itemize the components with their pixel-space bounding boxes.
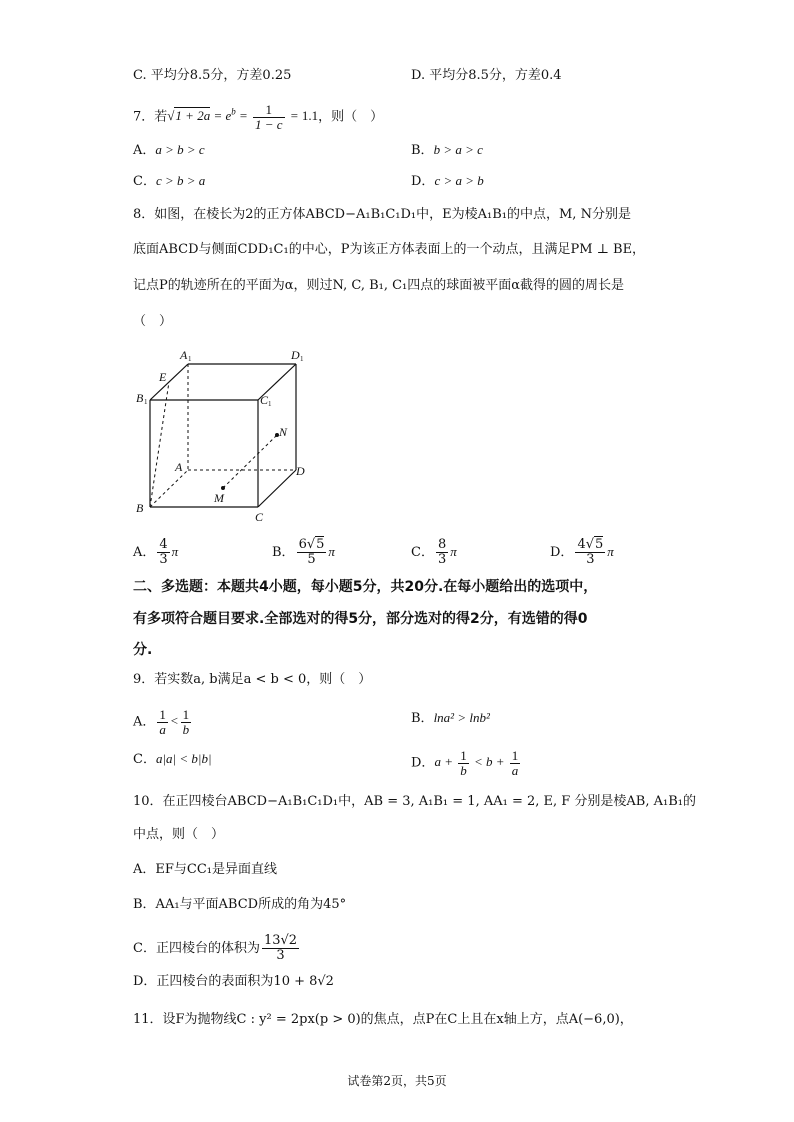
q8-option-b-num-rad: 5 xyxy=(316,537,325,552)
q8-option-b-label: B． xyxy=(272,545,295,560)
q9-option-b-text: lna² > lnb² xyxy=(433,710,490,725)
q9-stem: 9．若实数a, b满足a < b < 0，则（ ） xyxy=(133,672,372,687)
q8-option-d-label: D． xyxy=(550,545,574,560)
q6-option-d: D. 平均分8.5分，方差0.4 xyxy=(411,68,562,83)
q8-stem-line2: 底面ABCD与侧面CDD₁C₁的中心，P为该正方体表面上的一个动点，且满足PM ⊥ BE， xyxy=(133,242,646,257)
q7-option-d-label: D． xyxy=(411,174,435,189)
q7-option-a-label: A． xyxy=(133,143,156,158)
q7-option-b xyxy=(411,140,483,161)
q8-stem-line1: 8．如图，在棱长为2的正方体ABCD−A₁B₁C₁D₁中，E为棱A₁B₁的中点，M, N分别是 xyxy=(133,207,631,222)
section2-heading-line3: 分. xyxy=(133,642,153,658)
label-b1-sub: 1 xyxy=(144,398,148,406)
edge-ab-hidden xyxy=(150,470,188,507)
label-c1: C xyxy=(260,393,269,407)
q8-option-a-den: 3 xyxy=(159,552,168,567)
q9-option-a-formula: $\frac{1}{a}$ < $\frac{1}{b}$ xyxy=(159,707,190,737)
q9-option-c-text: a|a| < b|b| xyxy=(155,751,212,766)
label-d1-sub: 1 xyxy=(300,355,304,363)
q8-option-b-num: 6√5 xyxy=(298,537,325,552)
label-m: M xyxy=(214,491,224,505)
q8-option-a-label: A． xyxy=(133,545,156,560)
q9-option-c-label: C． xyxy=(133,752,156,767)
q8-option-c-frac xyxy=(436,538,448,567)
label-b1: B xyxy=(136,391,144,405)
q8-option-a-num: 4 xyxy=(159,537,168,552)
q8-option-d-den: 3 xyxy=(586,552,595,567)
q9-option-d xyxy=(411,749,522,778)
q8-option-d-num: 4√5 xyxy=(577,537,604,552)
q10-stem-line1: 10．在正四棱台ABCD−A₁B₁C₁D₁中，AB = 3, A₁B₁ = 1, AA₁ = 2, E, F 分别是棱AB, A₁B₁的 xyxy=(133,794,696,809)
segment-be-hidden xyxy=(150,382,169,507)
q8-option-c xyxy=(411,538,457,567)
q8-option-a xyxy=(133,538,178,567)
q7-option-a xyxy=(133,140,205,161)
q9-option-a xyxy=(133,708,193,737)
q10-option-c-den: 3 xyxy=(276,948,285,963)
q10-stem-line2: 中点，则（ ） xyxy=(133,827,225,842)
label-e: E xyxy=(159,370,167,384)
q10-option-c-frac xyxy=(262,934,299,963)
q8-option-c-num: 8 xyxy=(437,537,447,552)
q10-option-a: A．EF与CC₁是异面直线 xyxy=(133,862,278,877)
label-d1: D xyxy=(291,348,300,362)
label-b: B xyxy=(136,501,144,515)
q11-stem-line1: 11．设F为抛物线C : y² = 2px(p > 0)的焦点，点P在C上且在x轴上方，点A(−6,0)， xyxy=(133,1012,633,1027)
page-footer: 试卷第2页，共5页 xyxy=(347,1074,447,1088)
q7-formula: $√1 + 2a = e^b$ = $\frac{1}{1 - c}$ = 1.1 xyxy=(167,102,319,132)
point-m xyxy=(221,486,225,490)
label-d: D xyxy=(296,464,305,478)
q9-option-c xyxy=(133,749,212,770)
q8-option-d-num-coef: 4 xyxy=(577,537,586,552)
q9-option-b xyxy=(411,708,490,729)
q7-option-c xyxy=(133,171,205,192)
q7-option-b-label: B． xyxy=(411,143,434,158)
q10-option-b: B．AA₁与平面ABCD所成的角为45° xyxy=(133,897,347,912)
q7-stem xyxy=(133,103,383,132)
q7-stem-suffix: ，则（ ） xyxy=(318,109,384,125)
q8-option-b-frac xyxy=(297,538,327,567)
q8-option-c-pi: π xyxy=(450,544,457,559)
q7-option-d xyxy=(411,171,484,192)
q9-option-d-label: D． xyxy=(411,755,435,771)
section2-heading-line1: 二、多选题：本题共4小题，每小题5分，共20分.在每小题给出的选项中， xyxy=(133,579,598,595)
label-a1-sub: 1 xyxy=(188,355,192,363)
label-a1: A xyxy=(180,348,188,362)
q7-option-d-text: c > a > b xyxy=(434,173,484,188)
q10-option-c-prefix: C．正四棱台的体积为 xyxy=(133,941,260,956)
q8-option-d-frac xyxy=(575,538,605,567)
label-a: A xyxy=(175,460,183,474)
q8-option-a-frac xyxy=(157,538,169,567)
q10-option-c-num: 13√2 xyxy=(263,933,298,948)
q8-option-b-den: 5 xyxy=(307,552,316,567)
cube-figure xyxy=(128,340,328,525)
q8-option-d-pi: π xyxy=(607,544,614,559)
q8-option-d xyxy=(550,538,614,567)
label-n: N xyxy=(279,425,288,439)
q8-option-b xyxy=(272,538,335,567)
q8-stem-line3: 记点P的轨迹所在的平面为α，则过N, C, B₁, C₁四点的球面被平面α截得的圆的周长是 xyxy=(133,278,625,293)
q8-option-b-pi: π xyxy=(328,544,335,559)
q8-option-b-num-coef: 6 xyxy=(298,537,307,552)
q8-option-c-label: C． xyxy=(411,545,434,560)
q7-option-c-text: c > b > a xyxy=(155,173,206,188)
q9-option-b-label: B． xyxy=(411,711,434,726)
q6-option-c: C. 平均分8.5分，方差0.25 xyxy=(133,68,292,83)
q8-option-c-den: 3 xyxy=(437,552,447,567)
q7-option-a-text: a > b > c xyxy=(155,142,205,157)
q10-option-d: D．正四棱台的表面积为10 + 8√2 xyxy=(133,974,334,989)
q8-option-a-pi: π xyxy=(171,544,179,559)
section2-heading-line2: 有多项符合题目要求.全部选对的得5分，部分选对的得2分，有选错的得0 xyxy=(133,611,588,627)
label-c: C xyxy=(255,510,264,524)
label-c1-sub: 1 xyxy=(268,400,272,408)
segment-mn-hidden xyxy=(223,435,277,488)
q9-option-d-formula: a + $\frac{1}{b}$ < b + $\frac{1}{a}$ xyxy=(434,748,519,778)
q9-option-a-label: A． xyxy=(133,714,156,730)
edge-cd xyxy=(258,470,296,507)
q8-stem-line4: （ ） xyxy=(133,314,173,329)
q8-option-d-num-rad: 5 xyxy=(595,537,604,552)
q7-option-b-text: b > a > c xyxy=(433,142,483,157)
q7-option-c-label: C． xyxy=(133,174,156,189)
q7-stem-prefix: 7．若 xyxy=(133,109,168,125)
q10-option-c xyxy=(133,934,301,963)
